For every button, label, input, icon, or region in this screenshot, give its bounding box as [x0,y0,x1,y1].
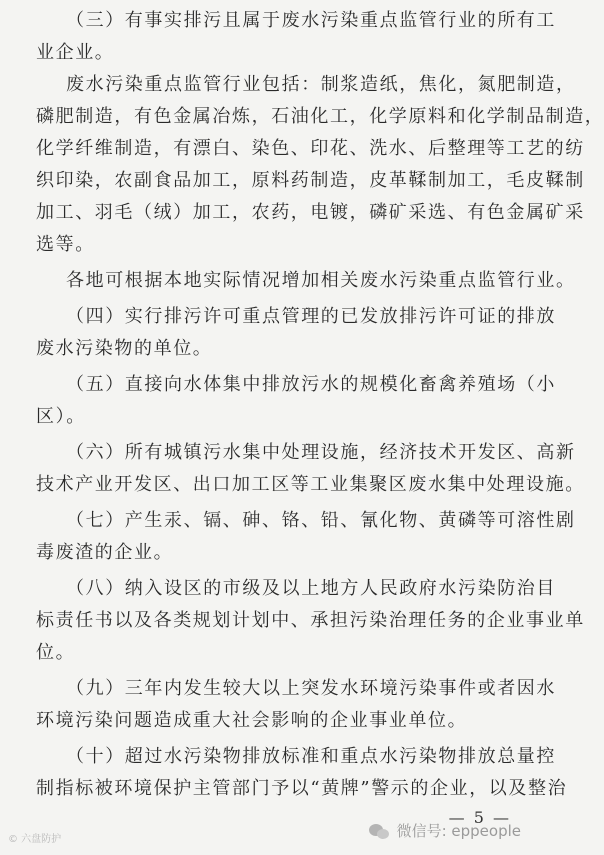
text-line: 加工、羽毛（绒）加工，农药，电镀，磷矿采选、有色金属矿采 [36,202,585,223]
text-line: 磷肥制造，有色金属冶炼，石油化工，化学原料和化学制品制造， [36,106,604,127]
wechat-watermark [369,820,521,841]
text-line: 区）。 [36,406,86,427]
page-number: — 5 — [448,808,511,827]
text-line: 废水污染重点监管行业包括：制浆造纸，焦化，氮肥制造， [66,74,576,95]
text-line: 选等。 [36,234,95,255]
text-line: 织印染，农副食品加工，原料药制造，皮革鞣制加工，毛皮鞣制 [36,170,585,191]
wechat-icon [369,822,391,840]
text-line: 技术产业开发区、出口加工区等工业集聚区废水集中处理设施。 [36,474,585,495]
wechat-id-text: 微信号: eppeople [396,822,521,840]
text-line: （五）直接向水体集中排放污水的规模化畜禽养殖场（小 [66,374,556,395]
text-line: （八）纳入设区的市级及以上地方人民政府水污染防治目 [66,578,556,599]
source-watermark: © 六盘防护 [8,834,62,845]
text-line: （六）所有城镇污水集中处理设施，经济技术开发区、高新 [66,442,576,463]
text-line: （四）实行排污许可重点管理的已发放排污许可证的排放 [66,306,556,327]
text-line: 标责任书以及各类规划计划中、承担污染治理任务的企业事业单 [36,610,585,631]
text-line: 位。 [36,642,76,663]
text-line: 环境污染问题造成重大社会影响的企业事业单位。 [36,710,468,731]
text-line: 毒废渣的企业。 [36,542,174,563]
text-line: 各地可根据本地实际情况增加相关废水污染重点监管行业。 [66,270,576,291]
text-line: （七）产生汞、镉、砷、铬、铅、氰化物、黄磷等可溶性剧 [66,510,576,531]
text-line: （十）超过水污染物排放标准和重点水污染物排放总量控 [66,746,556,767]
text-line: 制指标被环境保护主管部门予以“黄牌”警示的企业，以及整治 [36,778,568,799]
text-line: 化学纤维制造，有漂白、染色、印花、洗水、后整理等工艺的纺 [36,138,585,159]
text-line: （三）有事实排污且属于废水污染重点监管行业的所有工 [66,10,556,31]
text-line: 业企业。 [36,42,115,63]
text-line: 废水污染物的单位。 [36,338,213,359]
text-line: （九）三年内发生较大以上突发水环境污染事件或者因水 [66,678,556,699]
